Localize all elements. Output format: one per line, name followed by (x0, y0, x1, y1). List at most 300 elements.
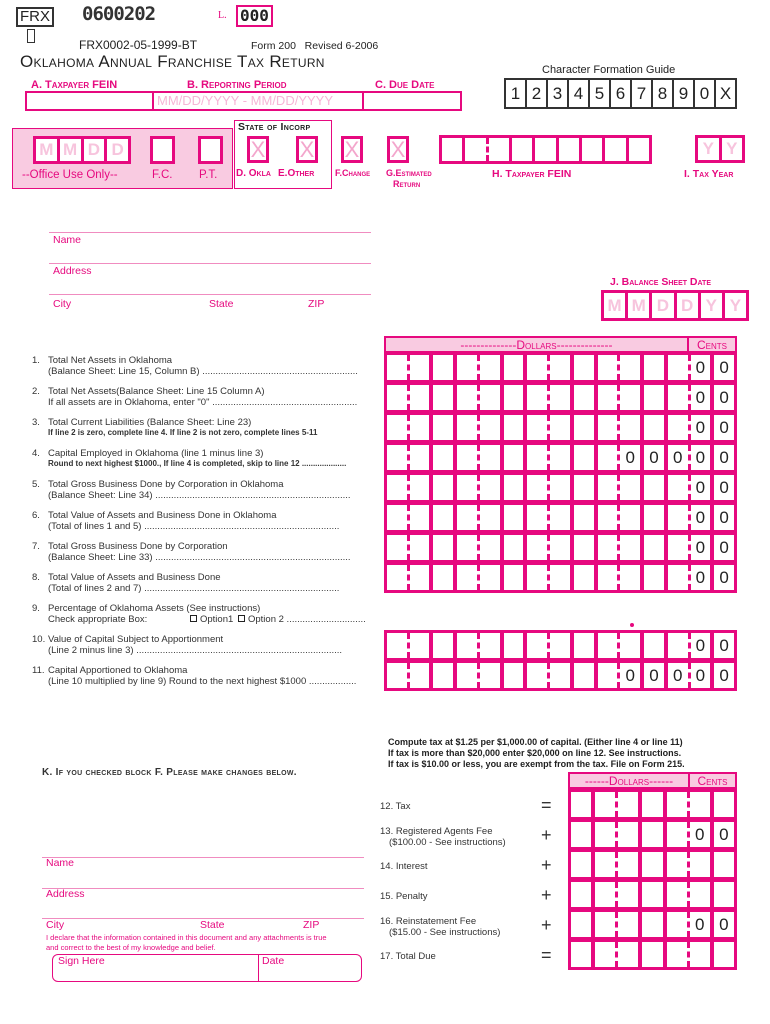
amount-digit-cell[interactable] (457, 663, 477, 688)
fein-digit-cell[interactable] (442, 138, 462, 161)
amount-digit-cell[interactable]: 0 (714, 565, 734, 590)
balance-date-cell[interactable]: D (652, 293, 673, 318)
amount-digit-cell[interactable]: 0 (714, 535, 734, 560)
fein-digit-cell[interactable] (535, 138, 555, 161)
line-subtext: (Line 10 multiplied by line 9) Round to the next highest $1000 .................. (48, 676, 357, 687)
new-zip-label: ZIP (303, 919, 320, 931)
amount-digit-cell[interactable] (598, 535, 618, 560)
amount-digit-cell[interactable]: 0 (688, 663, 711, 688)
amount-digit-cell[interactable] (407, 445, 430, 470)
amount-digit-cell[interactable] (407, 505, 430, 530)
amount-digit-cell[interactable] (407, 565, 430, 590)
line-subtext: If line 2 is zero, complete line 4. If line 2 is not zero, complete lines 5-11 (48, 428, 318, 437)
amount-digit-cell[interactable]: 0 (688, 355, 711, 380)
amount-digit-cell[interactable] (457, 355, 477, 380)
line-subtext: (Balance Sheet: Line 33) .......................................................................... (48, 552, 351, 563)
amount-digit-cell[interactable] (642, 942, 662, 967)
amount-digit-cell[interactable] (504, 505, 524, 530)
amount-digit-cell[interactable] (668, 385, 688, 410)
frx-code-box: FRX (16, 7, 54, 27)
amount-digit-cell[interactable] (407, 385, 430, 410)
amount-digit-cell[interactable] (433, 535, 453, 560)
amount-digit-cell[interactable] (407, 633, 430, 658)
amount-digit-cell[interactable] (687, 852, 710, 877)
amount-digit-cell[interactable] (615, 912, 638, 937)
amount-digit-cell[interactable]: 0 (688, 535, 711, 560)
amount-digit-cell[interactable] (571, 942, 591, 967)
amount-digit-cell[interactable] (598, 633, 618, 658)
new-name-line (42, 857, 364, 858)
amount-digit-cell[interactable] (527, 535, 547, 560)
amount-digit-cell[interactable] (595, 942, 615, 967)
date-field[interactable]: Date (262, 955, 285, 967)
amount-digit-cell[interactable] (527, 475, 547, 500)
line-13-amount-row (571, 822, 734, 847)
balance-date-cell[interactable]: Y (725, 293, 746, 318)
amount-digit-cell[interactable] (598, 445, 618, 470)
amount-digit-cell[interactable]: 0 (714, 415, 734, 440)
amount-digit-cell[interactable]: 0 (688, 385, 711, 410)
amount-digit-cell[interactable] (433, 633, 453, 658)
amount-digit-cell[interactable] (407, 355, 430, 380)
compute-note-3: If tax is $10.00 or less, you are exempt from the tax. File on Form 215. (388, 759, 685, 769)
new-state-label: State (200, 919, 225, 931)
amount-digit-cell[interactable] (504, 535, 524, 560)
amount-digit-cell[interactable] (571, 822, 591, 847)
amount-digit-cell[interactable] (617, 415, 640, 440)
city-line (49, 294, 371, 295)
amount-digit-cell[interactable] (407, 663, 430, 688)
taxpayer-fein-input[interactable] (27, 93, 154, 109)
amount-digit-cell[interactable] (668, 535, 688, 560)
amount-digit-cell[interactable]: 0 (617, 445, 640, 470)
line-text: Capital Apportioned to Oklahoma (48, 665, 188, 676)
due-date-input[interactable] (364, 93, 460, 109)
compute-note (388, 737, 685, 770)
amount-digit-cell[interactable] (387, 445, 407, 470)
amount-digit-cell[interactable] (687, 882, 710, 907)
fein-digit-cell[interactable] (629, 138, 649, 161)
amount-digit-cell[interactable] (617, 505, 640, 530)
name-label: Name (53, 234, 82, 246)
label-taxpayer-fein: A. Taxpayer FEIN (31, 79, 118, 91)
amount-digit-cell[interactable] (668, 565, 688, 590)
amount-digit-cell[interactable] (547, 505, 570, 530)
line-subtext: Check appropriate Box: (48, 614, 148, 625)
office-date-cell[interactable]: M (36, 139, 57, 161)
amount-digit-cell[interactable]: 0 (714, 822, 734, 847)
char-guide-cell: 2 (525, 80, 546, 107)
amount-digit-cell[interactable] (615, 942, 638, 967)
bottom-line-subtext: ($100.00 - See instructions) (389, 837, 506, 848)
amount-digit-cell[interactable] (574, 475, 594, 500)
amount-digit-cell[interactable]: 0 (688, 633, 711, 658)
line-1-amount-row (387, 355, 734, 380)
amount-digit-cell[interactable] (407, 415, 430, 440)
amount-digit-cell[interactable]: 0 (714, 475, 734, 500)
amount-digit-cell[interactable] (387, 415, 407, 440)
amount-digit-cell[interactable] (667, 912, 687, 937)
amount-digit-cell[interactable] (433, 415, 453, 440)
amount-digit-cell[interactable] (574, 633, 594, 658)
fein-digit-cell[interactable] (605, 138, 625, 161)
amount-digit-cell[interactable] (642, 882, 662, 907)
line-11-amount-row (387, 663, 734, 688)
amount-digit-cell[interactable] (574, 505, 594, 530)
amount-digit-cell[interactable]: 0 (644, 663, 664, 688)
amount-digit-cell[interactable] (642, 822, 662, 847)
amount-digit-cell[interactable] (547, 415, 570, 440)
amount-digit-cell[interactable] (504, 385, 524, 410)
amount-digit-cell[interactable] (477, 505, 500, 530)
zip-label: ZIP (308, 298, 325, 310)
amount-digit-cell[interactable] (644, 565, 664, 590)
amount-digit-cell[interactable]: 0 (714, 505, 734, 530)
line-subtext: If all assets are in Oklahoma, enter "0" ....................................................... (48, 397, 358, 408)
equals-icon: = (541, 795, 552, 815)
amount-digit-cell[interactable] (667, 822, 687, 847)
amount-digit-cell[interactable] (477, 475, 500, 500)
new-address-label: Address (46, 888, 85, 900)
amount-digit-cell[interactable] (477, 355, 500, 380)
estimated-return-checkbox[interactable]: X (387, 136, 409, 163)
amount-digit-cell[interactable] (617, 475, 640, 500)
amount-digit-cell[interactable] (668, 505, 688, 530)
amount-digit-cell[interactable]: 0 (687, 822, 710, 847)
amount-digit-cell[interactable] (617, 535, 640, 560)
checkbox-icon[interactable] (238, 615, 245, 622)
amount-digit-cell[interactable] (598, 663, 618, 688)
amount-digit-cell[interactable] (387, 385, 407, 410)
amount-digit-cell[interactable] (477, 385, 500, 410)
amount-digit-cell[interactable] (504, 445, 524, 470)
amount-digit-cell[interactable] (387, 535, 407, 560)
amount-digit-cell[interactable] (595, 912, 615, 937)
amount-digit-cell[interactable] (595, 882, 615, 907)
amount-digit-cell[interactable]: 0 (714, 385, 734, 410)
label-reporting-period: B. Reporting Period (187, 79, 287, 91)
amount-digit-cell[interactable]: 0 (687, 912, 710, 937)
amount-digit-cell[interactable] (407, 475, 430, 500)
amount-digit-cell[interactable]: 0 (714, 633, 734, 658)
amount-digit-cell[interactable] (595, 852, 615, 877)
amount-digit-cell[interactable]: 0 (714, 445, 734, 470)
amount-digit-cell[interactable] (547, 535, 570, 560)
amount-digit-cell[interactable] (457, 505, 477, 530)
amount-digit-cell[interactable] (527, 445, 547, 470)
amount-digit-cell[interactable] (668, 633, 688, 658)
amount-digit-cell[interactable] (574, 663, 594, 688)
amount-digit-cell[interactable] (571, 852, 591, 877)
office-date-cell[interactable]: M (60, 139, 81, 161)
amount-digit-cell[interactable] (595, 822, 615, 847)
fc-label: F.C. (152, 169, 173, 181)
tax-year-cell[interactable]: Y (722, 138, 743, 160)
amount-digit-cell[interactable] (574, 385, 594, 410)
amount-digit-cell[interactable]: 0 (688, 475, 711, 500)
amount-digit-cell[interactable] (387, 565, 407, 590)
amount-digit-cell[interactable] (504, 355, 524, 380)
amount-digit-cell[interactable] (571, 792, 591, 817)
amount-digit-cell[interactable] (667, 852, 687, 877)
amount-digit-cell[interactable] (504, 565, 524, 590)
tax-year-cell[interactable]: Y (698, 138, 719, 160)
dollars-header: --------------Dollars-------------- (386, 338, 689, 351)
amount-digit-cell[interactable]: 0 (688, 505, 711, 530)
compute-note-1: Compute tax at $1.25 per $1,000.00 of capital. (Either line 4 or line 11) (388, 737, 683, 747)
amount-digit-cell[interactable] (714, 882, 734, 907)
amount-grid-lines-10-11 (384, 630, 737, 691)
equals-icon: = (541, 945, 552, 965)
amount-digit-cell[interactable] (477, 663, 500, 688)
amount-digit-cell[interactable] (504, 475, 524, 500)
amount-digit-cell[interactable] (617, 385, 640, 410)
amount-digit-cell[interactable] (457, 415, 477, 440)
amount-digit-cell[interactable] (642, 852, 662, 877)
sign-here-field[interactable]: Sign Here (53, 955, 259, 981)
amount-digit-cell[interactable] (598, 385, 618, 410)
amount-digit-cell[interactable] (477, 565, 500, 590)
amount-digit-cell[interactable] (667, 882, 687, 907)
amount-digit-cell[interactable] (457, 535, 477, 560)
amount-digit-cell[interactable] (687, 792, 710, 817)
amount-digit-cell[interactable] (477, 415, 500, 440)
bottom-line-15 (380, 891, 428, 902)
amount-digit-cell[interactable] (504, 633, 524, 658)
amount-digit-cell[interactable] (644, 475, 664, 500)
amount-digit-cell[interactable] (574, 355, 594, 380)
amount-digit-cell[interactable] (527, 663, 547, 688)
amount-digit-cell[interactable]: 0 (688, 445, 711, 470)
amount-digit-cell[interactable] (595, 792, 615, 817)
new-name-label: Name (46, 857, 75, 869)
amount-digit-cell[interactable] (457, 475, 477, 500)
amount-digit-cell[interactable] (644, 385, 664, 410)
bottom-line-text: 15. Penalty (380, 891, 428, 902)
amount-digit-cell[interactable] (642, 792, 662, 817)
plus-icon: + (541, 915, 552, 935)
form-revision: Form 200 Revised 6-2006 (251, 40, 379, 52)
amount-digit-cell[interactable] (668, 475, 688, 500)
char-guide-cell: 1 (510, 83, 521, 103)
bottom-line-text: 13. Registered Agents Fee (380, 826, 493, 837)
line-number: 11. (32, 665, 45, 676)
amount-digit-cell[interactable] (598, 565, 618, 590)
amount-digit-cell[interactable] (667, 942, 687, 967)
bottom-line-text: 16. Reinstatement Fee (380, 916, 477, 927)
option2-checkbox[interactable] (238, 614, 366, 625)
new-address-line (42, 888, 364, 889)
amount-digit-cell[interactable] (547, 663, 570, 688)
office-date-boxes (33, 136, 131, 164)
amount-digit-cell[interactable]: 0 (688, 565, 711, 590)
amount-digit-cell[interactable] (433, 355, 453, 380)
amount-digit-cell[interactable] (598, 475, 618, 500)
amount-digit-cell[interactable]: 0 (714, 663, 734, 688)
amount-digit-cell[interactable] (574, 415, 594, 440)
amount-digit-cell[interactable] (477, 535, 500, 560)
amount-digit-cell[interactable] (433, 565, 453, 590)
plus-icon: + (541, 885, 552, 905)
char-guide-cell: 5 (588, 80, 609, 107)
amount-digit-cell[interactable] (644, 633, 664, 658)
char-guide-cell: 7 (630, 80, 651, 107)
amount-digit-cell[interactable] (433, 663, 453, 688)
fein-digit-cell[interactable] (559, 138, 579, 161)
amount-digit-cell[interactable] (642, 912, 662, 937)
fein-digit-cell[interactable] (465, 138, 485, 161)
amount-digit-cell[interactable] (387, 505, 407, 530)
amount-digit-cell[interactable] (571, 912, 591, 937)
line-text: Total Net Assets(Balance Sheet: Line 15 Column A) (48, 386, 265, 397)
amount-digit-cell[interactable] (407, 535, 430, 560)
amount-digit-cell[interactable]: 0 (714, 355, 734, 380)
state-label: State (209, 298, 234, 310)
checkbox-icon[interactable] (190, 615, 197, 622)
amount-digit-cell[interactable] (457, 385, 477, 410)
line-text: Percentage of Oklahoma Assets (See instructions) (48, 603, 261, 614)
char-guide-cell: 4 (567, 80, 588, 107)
amount-digit-cell[interactable] (714, 942, 734, 967)
amount-digit-cell[interactable]: 0 (688, 415, 711, 440)
amount-digit-cell[interactable] (615, 882, 638, 907)
amount-digit-cell[interactable]: 0 (714, 912, 734, 937)
amount-digit-cell[interactable] (598, 355, 618, 380)
char-guide-cell: 8 (651, 80, 672, 107)
amount-digit-cell[interactable] (714, 852, 734, 877)
bottom-dollars-header: ------Dollars------ (570, 774, 690, 787)
option1-checkbox[interactable] (190, 614, 233, 625)
state-incorp-title: State of Incorp (238, 121, 311, 133)
line-number: 6. (32, 510, 40, 521)
office-use-label: --Office Use Only-- (22, 169, 118, 181)
amount-digit-cell[interactable] (387, 355, 407, 380)
amount-digit-cell[interactable] (574, 565, 594, 590)
amount-digit-cell[interactable] (714, 792, 734, 817)
char-guide-cell: 6 (609, 80, 630, 107)
pt-box[interactable] (198, 136, 223, 164)
amount-digit-cell[interactable] (615, 822, 638, 847)
plus-icon: + (541, 855, 552, 875)
address-line (49, 263, 371, 264)
fein-label: H. Taxpayer FEIN (492, 168, 572, 180)
amount-digit-cell[interactable] (457, 445, 477, 470)
amount-digit-cell[interactable] (617, 633, 640, 658)
amount-digit-cell[interactable] (598, 415, 618, 440)
office-date-cell[interactable]: D (84, 139, 105, 161)
amount-digit-cell[interactable] (387, 633, 407, 658)
fein-digit-cell[interactable] (582, 138, 602, 161)
fein-digit-cell[interactable] (486, 138, 509, 161)
balance-date-cell[interactable]: M (604, 293, 625, 318)
amount-digit-cell[interactable] (617, 355, 640, 380)
amount-digit-cell[interactable] (527, 415, 547, 440)
amount-digit-cell[interactable] (457, 633, 477, 658)
amount-digit-cell[interactable] (457, 565, 477, 590)
address-label: Address (53, 265, 92, 277)
amount-digit-cell[interactable]: 0 (668, 663, 688, 688)
amount-digit-cell[interactable] (387, 475, 407, 500)
amount-digit-cell[interactable] (527, 565, 547, 590)
l-value-box: 000 (236, 5, 273, 27)
tax-year-boxes (695, 135, 745, 163)
line-text: Total Value of Assets and Business Done in Oklahoma (48, 510, 277, 521)
amount-digit-cell[interactable] (547, 445, 570, 470)
line-number: 8. (32, 572, 40, 583)
amount-digit-cell[interactable] (527, 355, 547, 380)
amount-digit-cell[interactable] (574, 445, 594, 470)
amount-digit-cell[interactable] (644, 535, 664, 560)
amount-digit-cell[interactable] (668, 415, 688, 440)
amount-digit-cell[interactable]: 0 (644, 445, 664, 470)
amount-digit-cell[interactable] (527, 385, 547, 410)
amount-digit-cell[interactable]: 0 (617, 663, 640, 688)
amount-digit-cell[interactable] (547, 385, 570, 410)
amount-digit-cell[interactable] (504, 663, 524, 688)
amount-digit-cell[interactable] (477, 633, 500, 658)
amount-grid-lines-1-8 (384, 352, 737, 593)
amount-digit-cell[interactable] (477, 445, 500, 470)
amount-digit-cell[interactable] (571, 882, 591, 907)
amount-digit-cell[interactable]: 0 (668, 445, 688, 470)
amount-digit-cell[interactable] (668, 355, 688, 380)
line-text: Total Net Assets in Oklahoma (48, 355, 173, 366)
amount-digit-cell[interactable] (644, 415, 664, 440)
amount-digit-cell[interactable] (547, 565, 570, 590)
amount-digit-cell[interactable] (387, 663, 407, 688)
balance-date-cell[interactable]: Y (701, 293, 722, 318)
line-6-amount-row (387, 505, 734, 530)
amount-digit-cell[interactable] (687, 942, 710, 967)
amount-digit-cell[interactable] (574, 535, 594, 560)
balance-date-cell[interactable]: D (677, 293, 698, 318)
amount-digit-cell[interactable] (644, 355, 664, 380)
amount-digit-cell[interactable] (527, 633, 547, 658)
char-guide-cell: 3 (546, 80, 567, 107)
okla-checkbox[interactable]: X (247, 136, 269, 163)
reporting-period-input[interactable]: MM/DD/YYYY - MM/DD/YYYY (154, 93, 364, 109)
office-date-cell[interactable]: D (107, 139, 128, 161)
fc-box[interactable] (150, 136, 175, 164)
amount-digit-cell[interactable] (547, 355, 570, 380)
amount-digit-cell[interactable] (433, 385, 453, 410)
amount-digit-cell[interactable] (547, 475, 570, 500)
declaration-2: and correct to the best of my knowledge and belief. (46, 943, 216, 952)
amount-digit-cell[interactable] (667, 792, 687, 817)
amount-digit-cell[interactable] (617, 565, 640, 590)
amount-digit-cell[interactable] (547, 633, 570, 658)
line-2-amount-row (387, 385, 734, 410)
decimal-dot (630, 623, 634, 627)
amount-digit-cell[interactable] (615, 852, 638, 877)
option2-label: Option 2 .............................. (248, 614, 366, 625)
amount-digit-cell[interactable] (433, 475, 453, 500)
amount-digit-cell[interactable] (504, 415, 524, 440)
amount-digit-cell[interactable] (433, 505, 453, 530)
other-checkbox[interactable]: X (296, 136, 318, 163)
small-checkbox[interactable] (27, 29, 35, 43)
change-checkbox[interactable]: X (341, 136, 363, 163)
bottom-line-text: 14. Interest (380, 861, 428, 872)
amount-digit-cell[interactable] (433, 445, 453, 470)
amount-digit-cell[interactable] (644, 505, 664, 530)
amount-digit-cell[interactable] (598, 505, 618, 530)
balance-date-cell[interactable]: M (628, 293, 649, 318)
signature-box (52, 954, 362, 982)
amount-digit-cell[interactable] (527, 505, 547, 530)
fein-digit-cell[interactable] (512, 138, 532, 161)
amount-digit-cell[interactable] (615, 792, 638, 817)
